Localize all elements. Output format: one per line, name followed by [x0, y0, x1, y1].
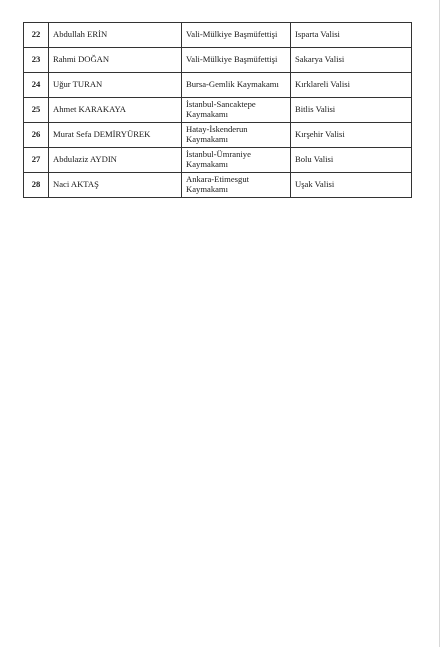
table-row — [24, 98, 412, 123]
appointments-table — [23, 22, 412, 198]
row-number: 25 — [24, 98, 49, 123]
current-post-line: Kaymakamı — [186, 159, 228, 169]
table-row — [24, 48, 412, 73]
table-row — [24, 148, 412, 173]
person-name: Ahmet KARAKAYA — [49, 98, 182, 123]
current-post-line: İstanbul-Ümraniye — [186, 149, 251, 160]
table-row — [24, 123, 412, 148]
current-post-line: Bursa-Gemlik Kaymakamı — [186, 79, 279, 90]
person-name: Rahmi DOĞAN — [49, 48, 182, 73]
new-post: Sakarya Valisi — [291, 48, 412, 73]
row-number: 23 — [24, 48, 49, 73]
new-post: Kırşehir Valisi — [291, 123, 412, 148]
current-post-line: İstanbul-Sancaktepe — [186, 99, 256, 110]
table-row — [24, 173, 412, 198]
table-row — [24, 23, 412, 48]
new-post: Bolu Valisi — [291, 148, 412, 173]
person-name: Murat Sefa DEMİRYÜREK — [49, 123, 182, 148]
current-post-line: Kaymakamı — [186, 109, 228, 119]
new-post: Uşak Valisi — [291, 173, 412, 198]
current-post-line: Kaymakamı — [186, 184, 228, 194]
current-post-line: Ankara-Etimesgut — [186, 174, 250, 185]
current-post — [182, 173, 291, 198]
current-post-line: Vali-Mülkiye Başmüfettişi — [186, 29, 278, 40]
current-post — [182, 48, 291, 73]
new-post: Bitlis Valisi — [291, 98, 412, 123]
row-number: 28 — [24, 173, 49, 198]
person-name: Abdulaziz AYDIN — [49, 148, 182, 173]
table-row — [24, 73, 412, 98]
current-post — [182, 123, 291, 148]
current-post-line: Kaymakamı — [186, 134, 228, 144]
person-name: Abdullah ERİN — [49, 23, 182, 48]
row-number: 26 — [24, 123, 49, 148]
current-post — [182, 98, 291, 123]
person-name: Naci AKTAŞ — [49, 173, 182, 198]
row-number: 24 — [24, 73, 49, 98]
current-post — [182, 148, 291, 173]
current-post-line: Vali-Mülkiye Başmüfettişi — [186, 54, 278, 65]
current-post — [182, 73, 291, 98]
person-name: Uğur TURAN — [49, 73, 182, 98]
row-number: 27 — [24, 148, 49, 173]
new-post: Isparta Valisi — [291, 23, 412, 48]
current-post — [182, 23, 291, 48]
new-post: Kırklareli Valisi — [291, 73, 412, 98]
row-number: 22 — [24, 23, 49, 48]
current-post-line: Hatay-İskenderun — [186, 124, 248, 135]
